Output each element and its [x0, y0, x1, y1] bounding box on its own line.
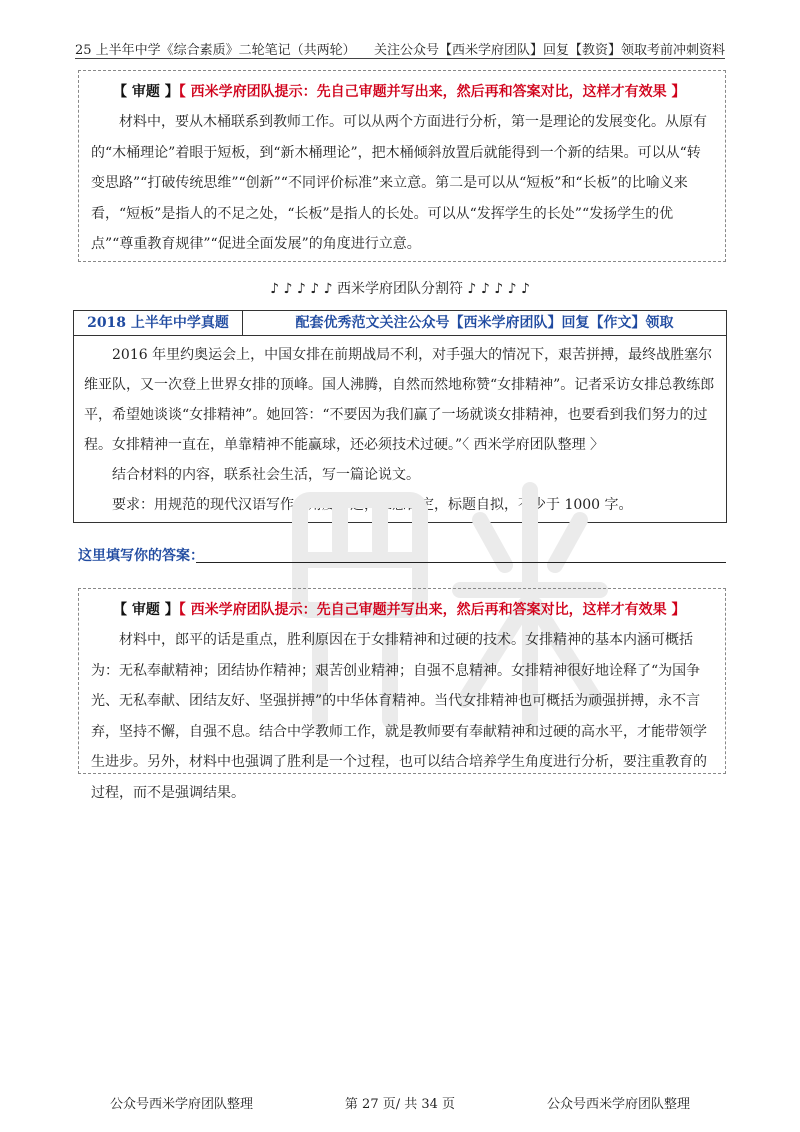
footer-right: 公众号西米学府团队整理	[546, 1097, 690, 1112]
review-hint-line	[79, 599, 725, 619]
page-header	[75, 36, 725, 59]
header-right: 关注公众号【西米学府团队】回复【教资】领取考前冲刺资料	[373, 43, 725, 58]
question-body	[74, 336, 726, 520]
question-task: 结合材料的内容，联系社会生活，写一篇论说文。	[112, 467, 420, 483]
question-table	[73, 310, 727, 523]
review-hint: 【 西米学府团队提示：先自己审题并写出来，然后再和答案对比，这样才有效果 】	[178, 84, 686, 100]
review-hint: 【 西米学府团队提示：先自己审题并写出来，然后再和答案对比，这样才有效果 】	[178, 602, 686, 618]
review-box-1	[78, 70, 726, 262]
answer-label: 这里填写你的答案：	[78, 548, 204, 564]
header-left: 25 上半年中学《综合素质》二轮笔记（共两轮）	[75, 43, 356, 58]
review-label: 【 审题 】	[113, 602, 179, 618]
answer-input-line[interactable]	[196, 562, 726, 563]
review-hint-line	[79, 81, 725, 101]
question-material: 2016 年里约奥运会上，中国女排在前期战局不利，对手强大的情况下，艰苦拼搏，最终战胜塞尔维亚队，又一次登上世界女排的顶峰。国人沸腾，自然而然地称赞“女排精神”。记者采访女排总教练郎平，希望她谈谈“女排精神”。她回答：“不要因为我们赢了一场就谈女排精神，也要看到我们努力的过程。女排精神一直在，单靠精神不能赢球，还必须技术过硬。”〈 西米学府团队整理 〉	[84, 347, 715, 453]
review-text: 材料中，郎平的话是重点，胜利原因在于女排精神和过硬的技术。女排精神的基本内涵可概括为：无私奉献精神；团结协作精神；艰苦创业精神；自强不息精神。女排精神很好地诠释了“为国争光、无私奉献、团结友好、坚强拼搏”的中华体育精神。当代女排精神也可概括为顽强拼搏，永不言弃，坚持不懈，自强不息。结合中学教师工作，就是教师要有奉献精神和过硬的高水平，才能带领学生进步。另外，材料中也强调了胜利是一个过程，也可以结合培养学生角度进行分析，要注重教育的过程，而不是强调结果。	[91, 632, 707, 801]
question-note: 配套优秀范文关注公众号【西米学府团队】回复【作文】领取	[295, 315, 674, 331]
review-label: 【 审题 】	[113, 84, 179, 100]
section-divider: ♪ ♪ ♪ ♪ ♪ 西米学府团队分割符 ♪ ♪ ♪ ♪ ♪	[270, 281, 530, 297]
question-requirements: 要求：用规范的现代汉语写作。角度自选，立意自定，标题自拟，不少于 1000 字。	[112, 497, 633, 513]
review-box-2	[78, 588, 726, 801]
review-text: 材料中，要从木桶联系到教师工作。可以从两个方面进行分析，第一是理论的发展变化。从原有的“木桶理论”着眼于短板，到“新木桶理论”，把木桶倾斜放置后就能得到一个新的结果。可以从“转变思路”“打破传统思维”“创新”“不同评价标准”来立意。第二是可以从“短板”和“长板”的比喻义来看，“短板”是指人的不足之处，“长板”是指人的长处。可以从“发挥学生的长处”“发扬学生的优点”“尊重教育规律”“促进全面发展”的角度进行立意。	[91, 114, 707, 252]
question-header	[74, 311, 726, 336]
question-year: 2018 上半年中学真题	[74, 311, 243, 335]
page-number: 第 27 页/ 共 34 页	[344, 1097, 456, 1112]
footer-left: 公众号西米学府团队整理	[110, 1097, 254, 1112]
